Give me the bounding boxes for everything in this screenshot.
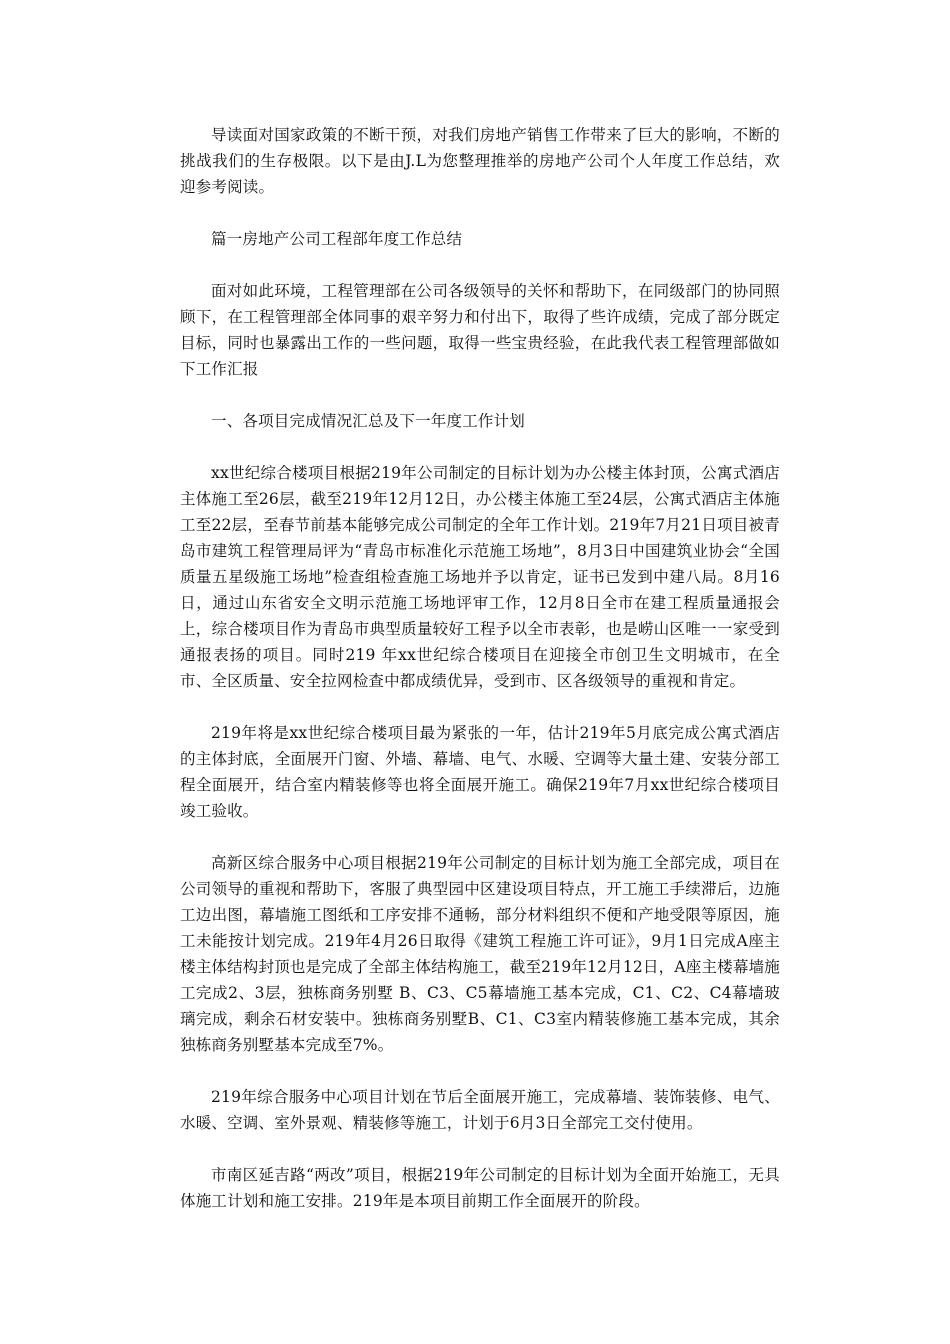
project-paragraph: 219年综合服务中心项目计划在节后全面展开施工，完成幕墙、装饰装修、电气、水暖、空调、室外景观、精装修等施工，计划于6月3日全部完工交付使用。 [180,1088,780,1132]
document-body [180,122,780,1240]
overview-paragraph: 面对如此环境，工程管理部在公司各级领导的关怀和帮助下，在同级部门的协同照顾下，在工程管理部全体同事的艰辛努力和付出下，取得了些许成绩，完成了部分既定目标，同时也暴露出工作的一些问题，取得一些宝贵经验，在此我代表工程管理部做如下工作汇报 [180,282,780,378]
project-paragraph: 高新区综合服务中心项目根据219年公司制定的目标计划为施工全部完成，项目在公司领导的重视和帮助下，客服了典型园中区建设项目特点，开工施工手续滞后，边施工边出图，幕墙施工图纸和工序安排不通畅，部分材料组织不便和产地受限等原因，施工未能按计划完成。219年4月26日取得《建筑工程施工许可证》，9月1日完成A座主楼主体结构封顶也是完成了全部主体结构施工，截至219年12月12日，A座主楼幕墙施工完成2、3层，独栋商务别墅 B、C3、C5幕墙施工基本完成，C1、C2、C4幕墙玻璃完成，剩余石材安装中。独栋商务别墅B、C1、C3室内精装修施工基本完成，其余独栋商务别墅基本完成至7%。 [180,854,780,1054]
subsection-heading: 一、各项目完成情况汇总及下一年度工作计划 [211,412,526,430]
section-title: 篇一房地产公司工程部年度工作总结 [211,230,463,248]
project-paragraph: 219年将是xx世纪综合楼项目最为紧张的一年，估计219年5月底完成公寓式酒店的主体封底，全面展开门窗、外墙、幕墙、电气、水暖、空调等大量土建、安装分部工程全面展开，结合室内精装修等也将全面展开施工。确保219年7月xx世纪综合楼项目竣工验收。 [180,724,780,820]
project-paragraph: 市南区延吉路“两改”项目，根据219年公司制定的目标计划为全面开始施工，无具体施工计划和施工安排。219年是本项目前期工作全面展开的阶段。 [180,1166,780,1210]
project-paragraph: xx世纪综合楼项目根据219年公司制定的目标计划为办公楼主体封顶，公寓式酒店主体施工至26层，截至219年12月12日，办公楼主体施工至24层，公寓式酒店主体施工至22层，至春节前基本能够完成公司制定的全年工作计划。219年7月21日项目被青岛市建筑工程管理局评为“青岛市标准化示范施工场地”，8月3日中国建筑业协会“全国质量五星级施工场地”检查组检查施工场地并予以肯定，证书已发到中建八局。8月16日，通过山东省安全文明示范施工场地评审工作，12月8日全市在建工程质量通报会上，综合楼项目作为青岛市典型质量较好工程予以全市表彰，也是崂山区唯一一家受到通报表扬的项目。同时219 年xx世纪综合楼项目在迎接全市创卫生文明城市，在全市、全区质量、安全拉网检查中都成绩优异，受到市、区各级领导的重视和肯定。 [180,464,780,690]
intro-paragraph: 导读面对国家政策的不断干预，对我们房地产销售工作带来了巨大的影响，不断的挑战我们的生存极限。以下是由J.L为您整理推举的房地产公司个人年度工作总结，欢迎参考阅读。 [180,126,780,196]
